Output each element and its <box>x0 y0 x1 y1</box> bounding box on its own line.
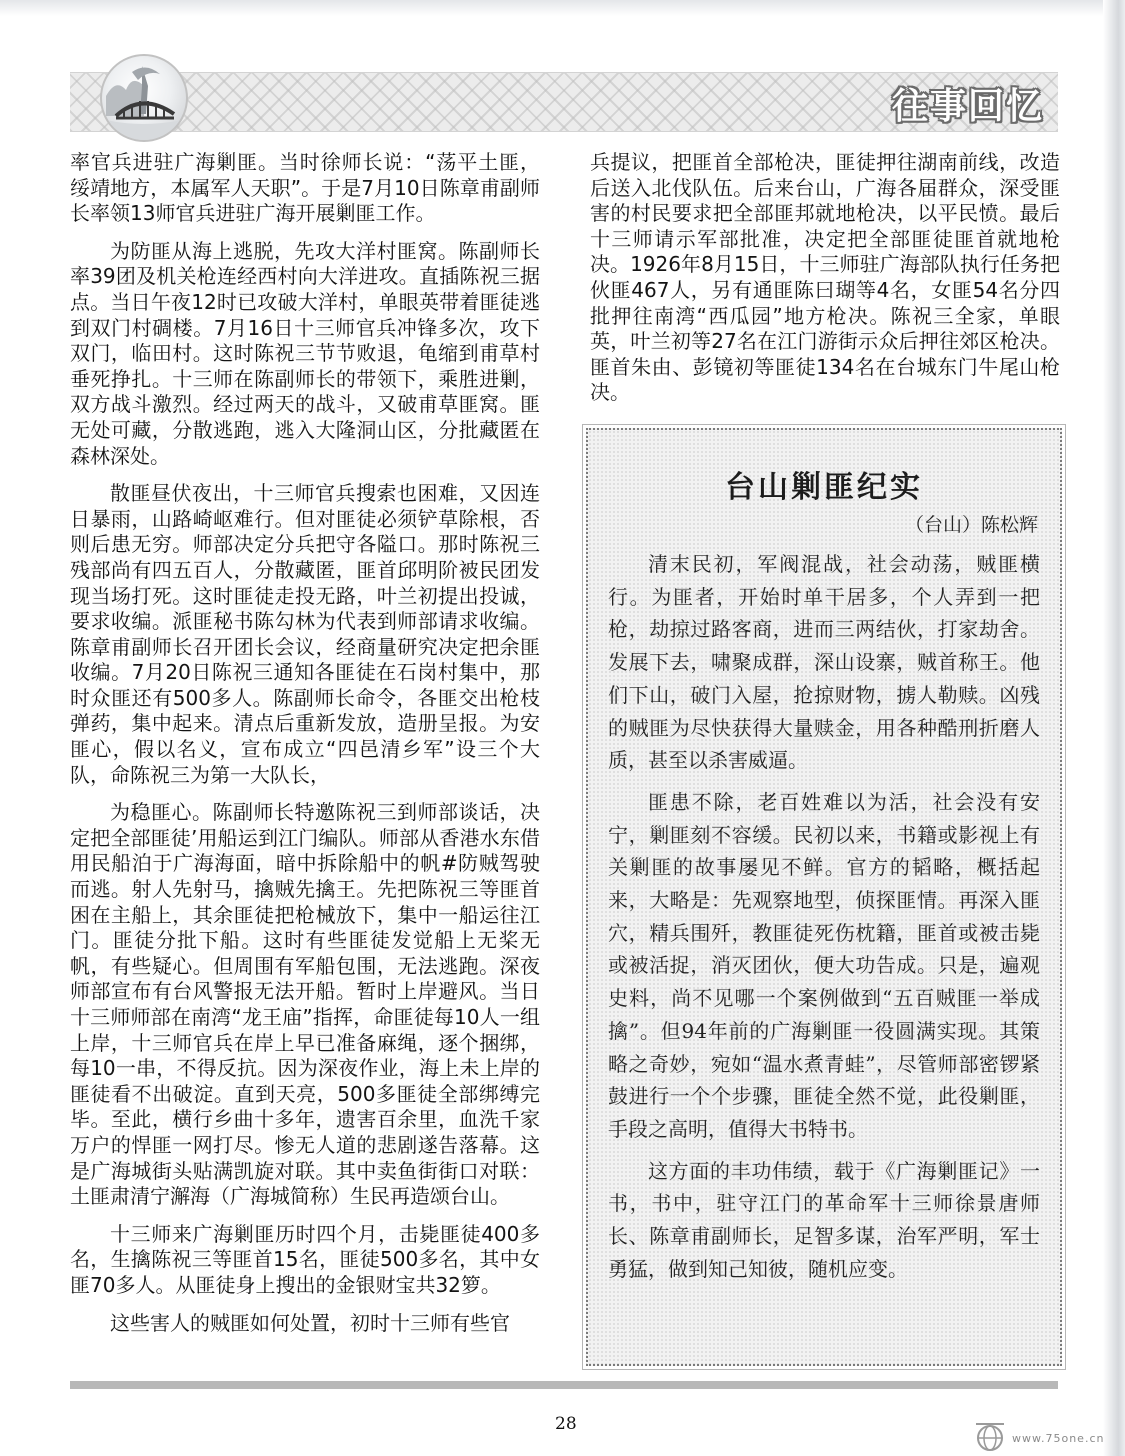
sidebar-author: （台山）陈松辉 <box>904 514 1038 536</box>
page-right-shadow <box>1103 0 1125 1456</box>
footer-divider <box>70 1381 1058 1389</box>
article-paragraph: 率官兵进驻广海剿匪。当时徐师长说：“荡平土匪，绥靖地方，本属军人天职”。于是7月10日陈章甫副师长率领13师官兵进驻广海开展剿匪工作。 <box>70 150 540 226</box>
article-paragraph: 兵提议，把匪首全部枪决，匪徒押往湖南前线，改造后送入北伐队伍。后来台山，广海各届群众，深受匪害的村民要求把全部匪邦就地枪决，以平民愤。最后十三师请示军部批准，决定把全部匪徒匪首就地枪决。1926年8月15日，十三师驻广海部队执行任务把伙匪467人，另有通匪陈曰瑚等4名，女匪54名分四批押往南湾“西瓜园”地方枪决。陈祝三全家，单眼英，叶兰初等27名在江门游街示众后押往郊区枪决。匪首朱由、彭镜初等匪徒134名在台城东门牛尾山枪决。 <box>590 150 1060 405</box>
article-right-column <box>590 150 1060 418</box>
sidebar-paragraph: 清末民初，军阀混战，社会动荡，贼匪横行。为匪者，开始时单干居多，个人弄到一把枪，劫掠过路客商，进而三两结伙，打家劫舍。发展下去，啸聚成群，深山设寨，贼首称王。他们下山，破门入屋，抢掠财物，掳人勒赎。凶残的贼匪为尽快获得大量赎金，用各种酷刑折磨人质，甚至以杀害威逼。 <box>608 552 1040 773</box>
sidebar-paragraph: 匪患不除，老百姓难以为活，社会没有安宁，剿匪刻不容缓。民初以来，书籍或影视上有关剿匪的故事屡见不鲜。官方的韬略，概括起来，大略是：先观察地型，侦探匪情。再深入匪穴，精兵围歼，教匪徒死伤枕籍，匪首或被击毙或被活捉，消灭团伙，便大功告成。只是，遍观史料，尚不见哪一个案例做到“五百贼匪一举成擒”。但94年前的广海剿匪一役圆满实现。其策略之奇妙，宛如“温水煮青蛙”，尽管师部密锣紧鼓进行一个个步骤，匪徒全然不觉，此役剿匪，手段之高明，值得大书特书。 <box>608 789 1040 1141</box>
watermark-url: www.75one.cn <box>1012 1432 1105 1445</box>
sidebar-title: 台山剿匪纪实 <box>725 470 923 505</box>
landscape-bridge-logo-icon <box>100 54 188 142</box>
sidebar-body <box>608 548 1040 1294</box>
globe-watermark-icon <box>970 1418 1010 1452</box>
article-paragraph: 为防匪从海上逃脱，先攻大洋村匪窝。陈副师长率39团及机关枪连经西村向大洋进攻。直插陈祝三据点。当日午夜12时已攻破大洋村，单眼英带着匪徒逃到双门村碉楼。7月16日十三师官兵冲锋多次，攻下双门，临田村。这时陈祝三节节败退，龟缩到甫草村垂死挣扎。十三师在陈副师长的带领下，乘胜进剿，双方战斗激烈。经过两天的战斗，又破甫草匪窝。匪无处可藏，分散逃跑，逃入大隆洞山区，分批藏匿在森林深处。 <box>70 238 540 468</box>
article-paragraph: 这些害人的贼匪如何处置，初时十三师有些官 <box>110 1310 510 1335</box>
article-paragraph: 十三师来广海剿匪历时四个月，击毙匪徒400多名，生擒陈祝三等匪首15名，匪徒500多名，其中女匪70多人。从匪徒身上搜出的金银财宝共32箩。 <box>70 1221 540 1297</box>
section-title: 往事回忆 <box>891 86 1044 127</box>
page-number: 28 <box>555 1414 577 1434</box>
article-paragraph: 散匪昼伏夜出，十三师官兵搜索也困难，又因连日暴雨，山路崎岖难行。但对匪徒必须铲草除根，否则后患无穷。师部决定分兵把守各隘口。那时陈祝三残部尚有四五百人，分散藏匿，匪首邱明阶被民团发现当场打死。这时匪徒走投无路，叶兰初提出投诚，要求收编。派匪秘书陈勾林为代表到师部请求收编。陈章甫副师长召开团长会议，经商量研究决定把余匪收编。7月20日陈祝三通知各匪徒在石岗村集中，那时众匪还有500多人。陈副师长命令，各匪交出枪枝弹药，集中起来。清点后重新发放，造册呈报。为安匪心，假以名义，宣布成立“四邑清乡军”设三个大队，命陈祝三为第一大队长， <box>70 481 540 787</box>
page-top-shadow <box>0 0 1125 16</box>
article-left-column <box>70 150 540 1348</box>
sidebar-article-box <box>586 428 1062 1366</box>
section-header-band <box>70 72 1058 132</box>
sidebar-paragraph: 这方面的丰功伟绩，载于《广海剿匪记》一书，书中，驻守江门的革命军十三师徐景唐师长、陈章甫副师长，足智多谋，治军严明，军士勇猛，做到知己知彼，随机应变。 <box>608 1158 1040 1281</box>
article-paragraph: 为稳匪心。陈副师长特邀陈祝三到师部谈话，决定把全部匪徒’用船运到江门编队。师部从香港水东借用民船泊于广海海面，暗中拆除船中的帆#防贼驾驶而逃。射人先射马，擒贼先擒王。先把陈祝三等匪首困在主船上，其余匪徒把枪械放下，集中一船运往江门。匪徒分批下船。这时有些匪徒发觉船上无桨无帆，有些疑心。但周围有军船包围，无法逃跑。深夜师部宣布有台风警报无法开船。暂时上岸避风。当日十三师师部在南湾“龙王庙”指挥，命匪徒每10人一组上岸，十三师官兵在岸上早已准备麻绳，逐个捆绑，每10一串，不得反抗。因为深夜作业，海上未上岸的匪徒看不出破淀。直到天亮，500多匪徒全部绑缚完毕。至此，横行乡曲十多年，遗害百余里，血洗千家万户的悍匪一网打尽。惨无人道的悲剧遂告落幕。这是广海城街头贴满凯旋对联。其中卖鱼街街口对联：土匪肃清宁澥海（广海城简称）生民再造颂台山。 <box>70 800 540 1209</box>
